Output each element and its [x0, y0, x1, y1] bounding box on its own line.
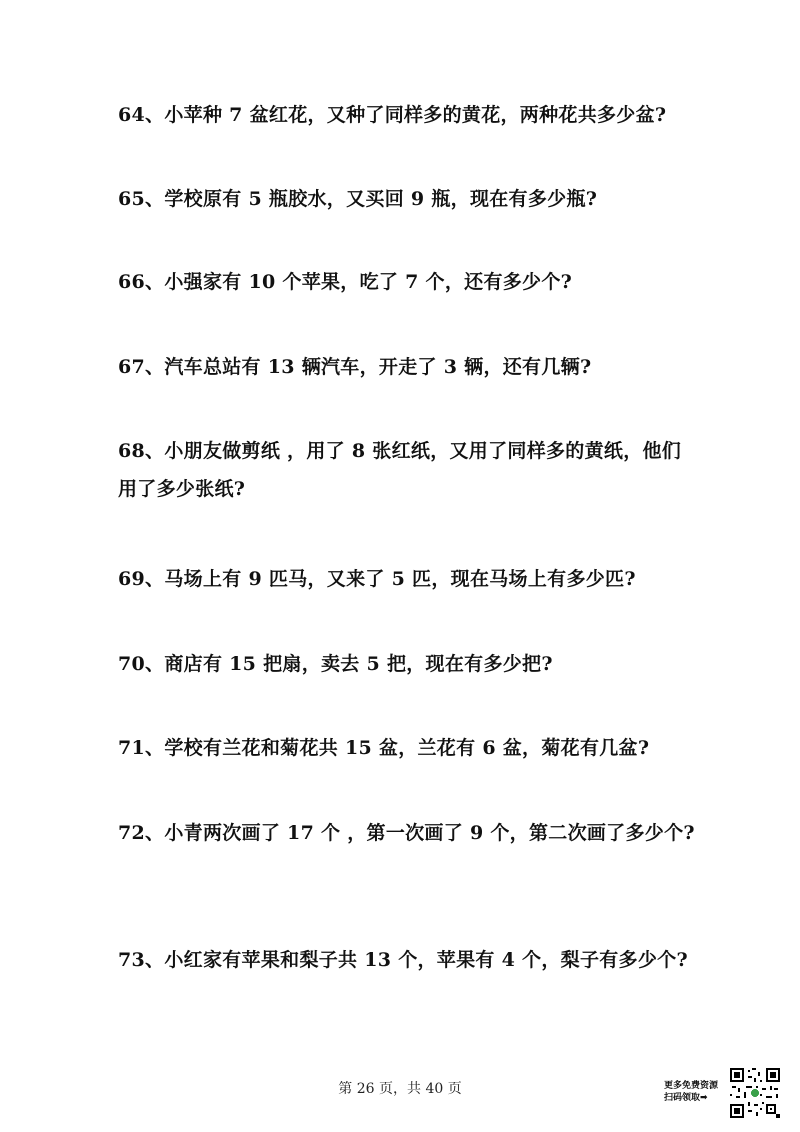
qr-code-icon[interactable] — [730, 1068, 780, 1118]
question-73: 73、小红家有苹果和梨子共 13 个，苹果有 4 个，梨子有多少个? — [118, 949, 688, 971]
question-65: 65、学校原有 5 瓶胶水，又买回 9 瓶，现在有多少瓶? — [118, 188, 598, 210]
question-71: 71、学校有兰花和菊花共 15 盆，兰花有 6 盆，菊花有几盆? — [118, 737, 650, 759]
question-64: 64、小苹种 7 盆红花，又种了同样多的黄花，两种花共多少盆? — [118, 104, 667, 126]
question-66: 66、小强家有 10 个苹果，吃了 7 个，还有多少个? — [118, 271, 573, 293]
page-number-footer: 第 26 页，共 40 页 — [338, 1081, 462, 1097]
promo-line-2: 扫码领取➡ — [664, 1093, 708, 1103]
question-70: 70、商店有 15 把扇，卖去 5 把，现在有多少把? — [118, 653, 553, 675]
question-69: 69、马场上有 9 匹马，又来了 5 匹，现在马场上有多少匹? — [118, 568, 636, 590]
promo-qr-banner[interactable] — [664, 1068, 784, 1118]
promo-line-1: 更多免费资源 — [664, 1081, 719, 1091]
question-67: 67、汽车总站有 13 辆汽车，开走了 3 辆，还有几辆? — [118, 356, 592, 378]
question-72: 72、小青两次画了 17 个 ，第一次画了 9 个，第二次画了多少个? — [118, 822, 695, 844]
question-68: 68、小朋友做剪纸 ，用了 8 张红纸，又用了同样多的黄纸，他们用了多少张纸? — [118, 440, 682, 500]
promo-label — [664, 1080, 728, 1104]
